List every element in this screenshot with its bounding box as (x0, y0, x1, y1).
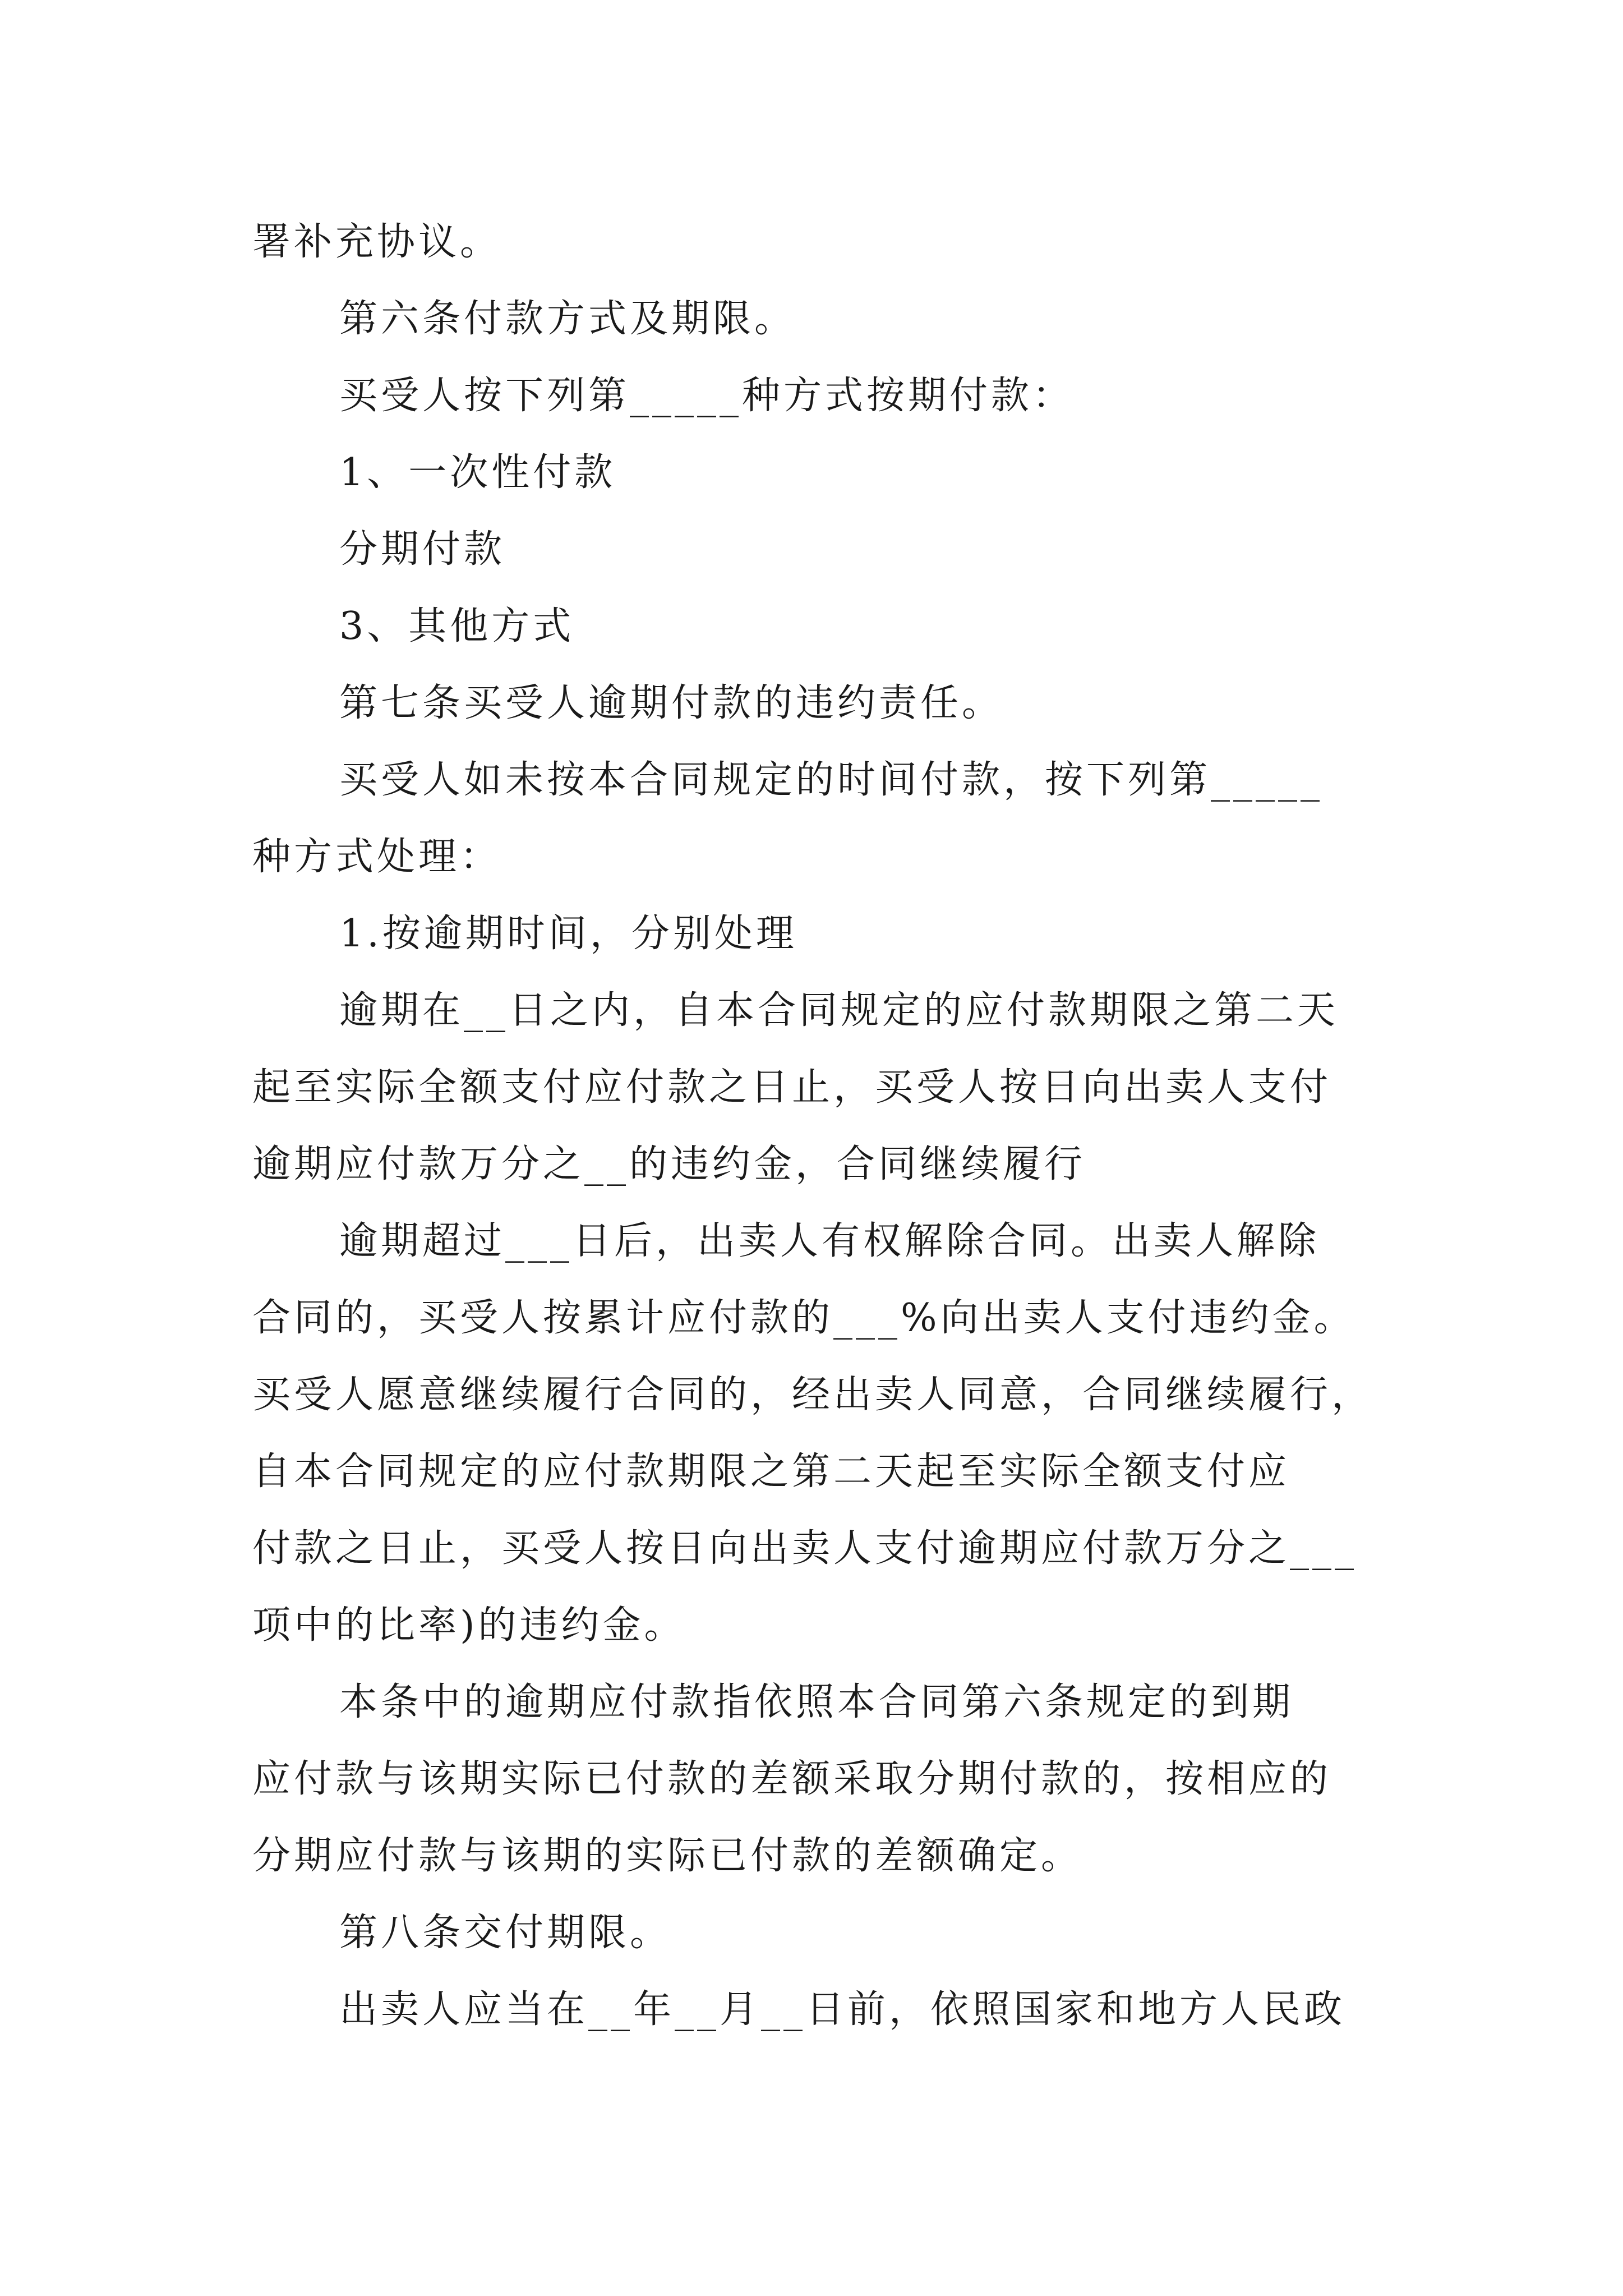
text-line: 出卖人应当在__年__月__日前，依照国家和地方人民政 (339, 1987, 1346, 2032)
article-heading: 第八条交付期限。 (339, 1911, 672, 1955)
text-line: 合同的，买受人按累计应付款的___%向出卖人支付违约金。 (252, 1296, 1355, 1340)
list-item: 1、一次性付款 (339, 450, 616, 495)
text-line: 署补充协议。 (252, 220, 502, 264)
text-line: 逾期应付款万分之__的违约金，合同继续履行 (252, 1142, 1086, 1186)
text-line: 种方式处理： (252, 835, 502, 879)
list-item: 1.按逾期时间，分别处理 (339, 912, 797, 956)
text-line: 买受人按下列第_____种方式按期付款： (339, 374, 1075, 418)
text-line: 付款之日止，买受人按日向出卖人支付逾期应付款万分之___ (252, 1526, 1358, 1571)
text-line: 项中的比率)的违约金。 (252, 1603, 686, 1648)
text-line: 逾期超过___日后，出卖人有权解除合同。出卖人解除 (339, 1219, 1320, 1263)
text-line: 起至实际全额支付应付款之日止，买受人按日向出卖人支付 (252, 1065, 1332, 1110)
list-item: 3、其他方式 (339, 604, 575, 648)
article-heading: 第七条买受人逾期付款的违约责任。 (339, 681, 1004, 725)
list-item: 分期付款 (339, 527, 506, 572)
text-line: 自本合同规定的应付款期限之第二天起至实际全额支付应 (252, 1450, 1290, 1494)
text-line: 买受人如未按本合同规定的时间付款，按下列第_____ (339, 758, 1324, 802)
text-line: 逾期在__日之内，自本合同规定的应付款期限之第二天 (339, 988, 1339, 1033)
text-line: 分期应付款与该期的实际已付款的差额确定。 (252, 1834, 1083, 1878)
text-line: 本条中的逾期应付款指依照本合同第六条规定的到期 (339, 1680, 1294, 1724)
text-line: 买受人愿意继续履行合同的，经出卖人同意，合同继续履行， (252, 1373, 1373, 1417)
text-line: 应付款与该期实际已付款的差额采取分期付款的，按相应的 (252, 1757, 1332, 1801)
article-heading: 第六条付款方式及期限。 (339, 297, 796, 341)
